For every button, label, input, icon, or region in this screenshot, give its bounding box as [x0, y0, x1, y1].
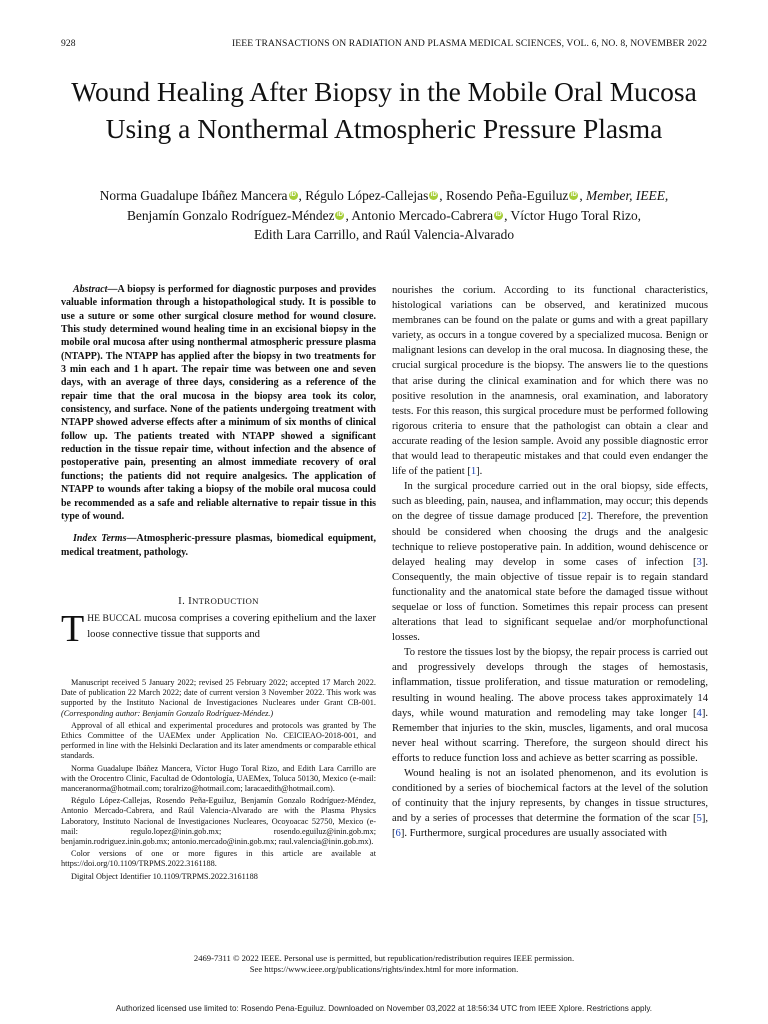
- paragraph-text: nourishes the corium. According to its functional characteristics, histological variations can be observed, and keratinized mucous membranes can be found on the palate or gums and with a great papillary variety, as occurs in a tongue covered by a specialized mucosa. Benign or malignant lesions can develop in the oral mucosa. In diagnosing these, the crucial surgical procedure is the biopsy. The answers lie to the questions that arise during the clinical examination and for which there was no positive resolution in the anamnesis, oral examination, and laboratory tests. For this reason, this surgical procedure must be performed following rigorous criteria to ensure that the pathologist can obtain a clear and accurate reading of the lesion sample. Avoid any possible diagnostic error that would lead to therapeutic mistakes and that could even endanger the life of the patient [: [392, 285, 708, 478]
- citation-link[interactable]: 3: [696, 556, 702, 568]
- index-terms-text: —Atmospheric-pressure plasmas, biomedical equipment, medical treatment, pathology.: [61, 533, 376, 558]
- footnote-affiliation-1: Norma Guadalupe Ibáñez Mancera, Víctor Hugo Toral Rizo, and Edith Lara Carrillo are with the Orocentro Clinic, Facultad de Odontología, UAEMex, Toluca 50130, Mexico (e-mail: manceranorma@hotmail.com; toralrizo@hotmail.com; laracaedith@hotmail.com).: [61, 763, 376, 794]
- author-name: Benjamín Gonzalo Rodríguez-Méndez: [126, 207, 335, 223]
- left-column: [61, 283, 376, 650]
- index-terms-lead: Index Terms: [73, 533, 127, 545]
- section-numeral: I. I: [178, 594, 192, 607]
- footnote-affiliation-2: Régulo López-Callejas, Rosendo Peña-Eguiluz, Benjamín Gonzalo Rodríguez-Méndez, Antonio Mercado-Cabrera, and Raúl Valencia-Alvarado are with the Plasma Physics Laboratory, Instituto Nacional de Investigaciones Nucleares, Ocoyoacac 52750, Mexico (e-mail: regulo.lopez@inin.gob.mx; rosendo.eguiluz@inin.gob.mx; benjamin.rodriguez.inin.gob.mx; antonio.mercado@inin.gob.mx; raul.valencia@inin.gob.mx).: [61, 796, 376, 847]
- author-list: Norma Guadalupe Ibáñez Mancera iD , Régulo López-Callejas iD , Rosendo Peña-Eguiluz iD , Member, IEEE, Benjamín Gonzalo Rodríguez-Méndez iD , Antonio Mercado-Cabrera iD , Víctor Hugo Toral Rizo, Edith Lara Carrillo, and Raúl Valencia-Alvarado: [99, 188, 669, 243]
- citation-link[interactable]: 5: [696, 813, 702, 825]
- orcid-icon[interactable]: iD: [495, 211, 502, 218]
- page-number: 928: [61, 38, 76, 49]
- copyright-notice: [61, 953, 707, 975]
- rights-url[interactable]: See https://www.ieee.org/publications/rights/index.html for more information.: [249, 964, 519, 974]
- paragraph-text: ]. Consequently, the main objective of tissue repair is to regain standard functionality and the anatomical state before the damaged tissue without sequelae or loss of function. Sometimes this repair process can present alterations that lead to significant sequelae and/or morphofunctional losses.: [392, 556, 708, 644]
- running-header: [61, 38, 707, 50]
- intro-paragraph: [61, 607, 376, 650]
- abstract-lead: Abstract: [73, 284, 108, 295]
- paragraph-text: To restore the tissues lost by the biopsy, the repair process is carried out and progressively develops through the stages of hemostasis, inflammation, tissue proliferation, and tissue maturation or remodeling, resulting in wound healing. The above process takes approximately 14 days, while wound maturation and remodeling may take longer [: [392, 647, 708, 719]
- author-role: Member, IEEE,: [586, 188, 669, 203]
- section-heading: [61, 594, 376, 609]
- citation-link[interactable]: 2: [581, 511, 587, 523]
- author-name: , Antonio Mercado-Cabrera: [345, 207, 494, 223]
- intro-caps: HE BUCCAL: [87, 613, 142, 624]
- citation-link[interactable]: 6: [395, 828, 401, 840]
- paragraph-text: ], [: [392, 813, 708, 840]
- author-name: , Régulo López-Callejas: [298, 188, 429, 203]
- footnote-color-versions[interactable]: Color versions of one or more figures in this article are available at https://doi.org/10.1109/TRPMS.2022.3161188.: [61, 849, 376, 869]
- body-paragraph: [392, 479, 708, 645]
- orcid-icon[interactable]: iD: [336, 211, 343, 218]
- paragraph-text: ].: [476, 466, 483, 478]
- paper-title: Wound Healing After Biopsy in the Mobile Oral Mucosa Using a Nonthermal Atmospheric Pressure Plasma: [71, 76, 697, 144]
- citation-link[interactable]: 4: [696, 707, 702, 719]
- footnote-manuscript: [61, 678, 376, 719]
- license-footer: Authorized licensed use limited to: Rosendo Pena-Eguiluz. Downloaded on November 03,2022 at 18:56:34 UTC from IEEE Xplore. Restrictions apply.: [115, 1004, 653, 1013]
- body-paragraph: [392, 645, 708, 766]
- paragraph-text: ]. Furthermore, surgical procedures are usually associated with: [400, 828, 667, 840]
- right-column: [392, 283, 708, 841]
- footnote-doi: Digital Object Identifier 10.1109/TRPMS.2022.3161188: [71, 871, 258, 881]
- intro-text: mucosa comprises a covering epithelium and the laxer loose connective tissue that supports and: [87, 612, 376, 640]
- footnotes: [61, 678, 376, 884]
- author-name: Edith Lara Carrillo, and Raúl Valencia-Alvarado: [253, 227, 515, 243]
- orcid-icon[interactable]: iD: [290, 192, 296, 198]
- paragraph-text: Wound healing is not an isolated phenomenon, and its evolution is conditioned by a series of biochemical factors at the level of the solution of continuity that the injury represents, by changes in tissue structures, and by a series of processes that determine the formation of the scar [: [392, 768, 708, 825]
- author-name: Norma Guadalupe Ibáñez Mancera: [99, 188, 288, 203]
- citation-link[interactable]: 1: [470, 466, 477, 478]
- section-title: NTRODUCTION: [191, 595, 259, 606]
- index-terms: [61, 532, 376, 559]
- body-paragraph: [392, 766, 708, 841]
- body-paragraph: [392, 283, 708, 479]
- paragraph-text: ]. Remember that injuries to the skin, muscles, ligaments, and oral mucosa never heal without scarring. Therefore, the surgeon should direct his efforts to reduce function loss and achieve as better scarring as possible.: [392, 707, 708, 764]
- journal-name: IEEE TRANSACTIONS ON RADIATION AND PLASMA MEDICAL SCIENCES, VOL. 6, NO. 8, NOVEMBER 2022: [232, 38, 707, 49]
- corresponding-author: (Corresponding author: Benjamín Gonzalo Rodríguez-Méndez.): [61, 708, 274, 718]
- orcid-icon[interactable]: iD: [430, 192, 437, 198]
- paragraph-text: In the surgical procedure carried out in the oral biopsy, side effects, such as bleeding, pain, nausea, and inflammation, may occur; this depends on the degree of tissue damage produced [: [392, 481, 708, 523]
- abstract-text: —A biopsy is performed for diagnostic purposes and provides valuable information through a histopathological study. It is possible to use a suture or some other surgical closure method for wound closure. This study determined wound healing time in an excisional biopsy in the mobile oral mucosa after using nonthermal atmospheric pressure plasma (NTAPP). The NTAPP has applied after the biopsy in two treatments for 3 min each and 1 h apart. The repair time was between one and seven days, with an average of three days, considering as a reference of the repair time that the oral mucosa in the biopsy area took its color, consistency, and surface. None of the patients undergoing treatment with NTAPP showed adverse effects after a minimum of six months of clinical follow up. The patients treated with NTAPP showed a significant reduction in the tissue repair time, without infection and the absence of postoperative pain, presenting an almost immediate recovery of oral functions; the patients did not require analgesics. The application of NTAPP to wounds after taking a biopsy of the mobile oral mucosa could be recommended as a safe and reliable alternative to repair tissue in this type of wound.: [61, 284, 376, 522]
- paragraph-text: ]. Therefore, the prevention should be considered when choosing the drugs and the analgesic technique to relieve postoperative pain. In addition, wound dehiscence or delayed healing may develop in some cases of infection [: [392, 511, 708, 568]
- copyright-line: 2469-7311 © 2022 IEEE. Personal use is permitted, but republication/redistribution requires IEEE permission.: [193, 953, 575, 963]
- drop-cap: T: [61, 607, 85, 650]
- author-name: , Rosendo Peña-Eguiluz: [439, 188, 569, 203]
- footnote-ethics: Approval of all ethical and experimental procedures and protocols was granted by The Ethics Committee of the UAEMex under Application No. CEICIEAO-2018-001, and performed in line with the Helsinki Declaration and its later amendments or comparable ethical standards.: [61, 720, 376, 761]
- footnote-text: Manuscript received 5 January 2022; revised 25 February 2022; accepted 17 March 2022. Date of publication 22 March 2022; date of current version 3 November 2022. This work was supported by the Instituto Nacional de Investigaciones Nucleares under Grant CB-001.: [61, 678, 376, 708]
- abstract: [61, 283, 376, 523]
- orcid-icon[interactable]: iD: [570, 192, 577, 198]
- author-name: , Víctor Hugo Toral Rizo,: [504, 207, 642, 223]
